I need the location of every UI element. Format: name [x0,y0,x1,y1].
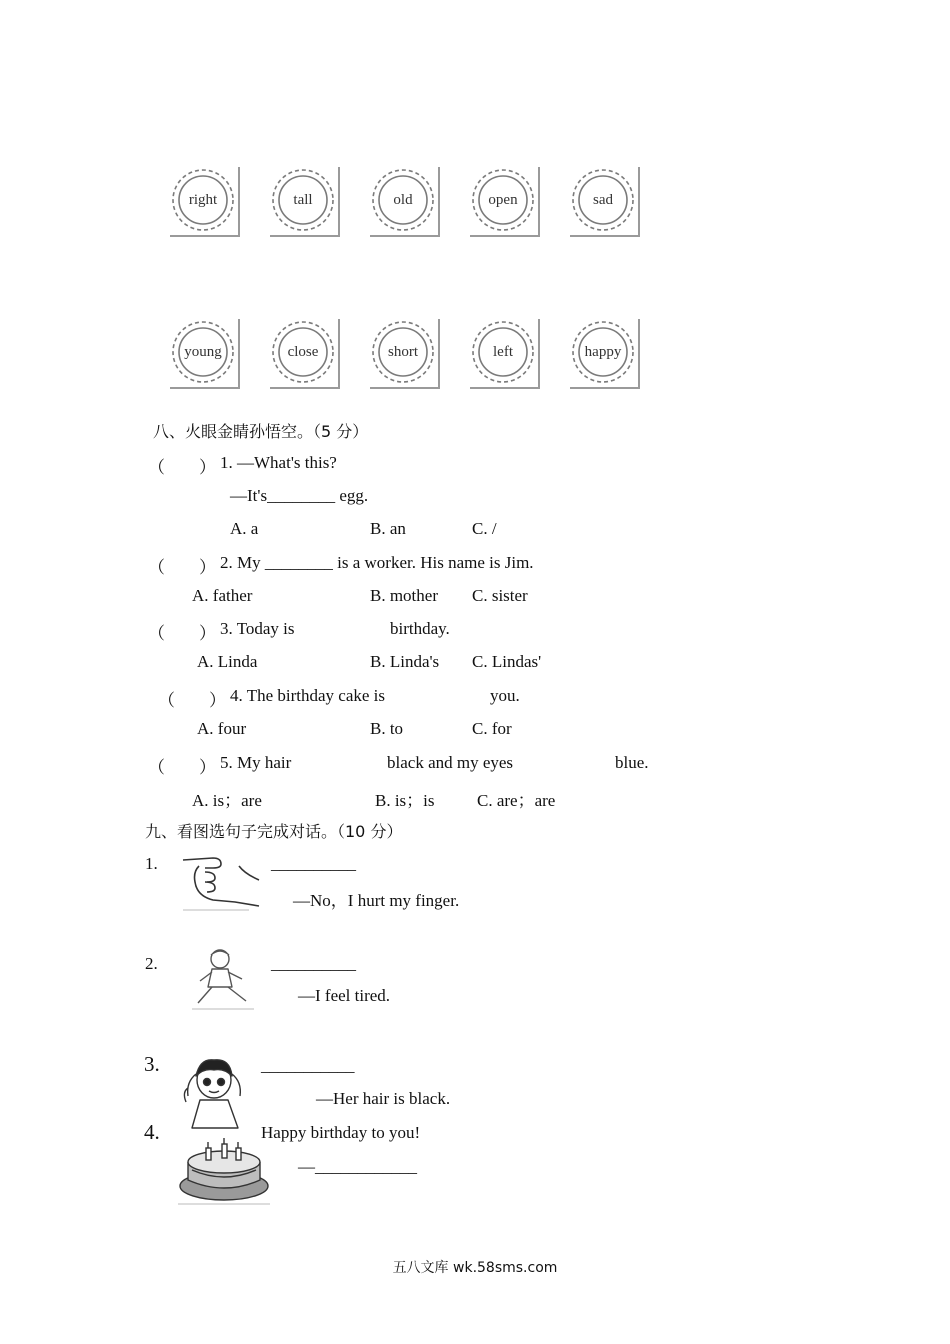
q3-option-c: C. Lindas' [472,652,542,671]
item2-number: 2. [145,954,158,973]
flower-word: old [393,192,413,208]
flower-word: sad [593,192,613,208]
answer-paren-q3[interactable]: （ ） [148,624,216,643]
q2-stem: 2. My ________ is a worker. His name is Jim. [220,553,534,572]
flower-card-old [370,167,440,237]
flower-word: short [388,344,418,360]
q3-tail: birthday. [390,619,450,638]
girl-picture [176,1052,256,1130]
item1-reply: —No，I hurt my finger. [293,891,460,910]
q1-option-a: A. a [230,519,259,538]
q4-option-b: B. to [370,719,404,738]
flower-card-tall [270,167,340,237]
flower-card-left [470,319,540,389]
flower-card-right [170,167,240,237]
flower-word: open [488,192,518,208]
flower-word: close [287,344,319,360]
q4-option-a: A. four [197,719,247,738]
q1-option-c: C. / [472,519,497,538]
item1-number: 1. [145,854,158,873]
answer-paren-q4[interactable]: （ ） [158,691,226,710]
birthday-cake-picture [176,1134,272,1206]
answer-paren-q1[interactable]: （ ） [148,458,216,477]
flower-card-close [270,319,340,389]
q1-line2: —It's________ egg. [230,486,369,505]
item4-line: Happy birthday to you! [261,1123,421,1142]
q1-stem: 1. —What's this? [220,453,337,472]
flower-card-open [470,167,540,237]
item1-blank[interactable]: __________ [271,854,356,873]
section9-title: 九、看图选句子完成对话。（10 分） [145,822,403,841]
flower-word: young [184,344,222,360]
q5-stem: 5. My hair [220,753,292,772]
item3-number: 3. [144,1052,160,1076]
item4-number: 4. [144,1120,160,1144]
q2-option-b: B. mother [370,586,438,605]
q3-stem: 3. Today is [220,619,295,638]
q5-tail: blue. [615,753,649,772]
q2-option-c: C. sister [472,586,528,605]
item2-blank[interactable]: __________ [271,954,356,973]
section8-title: 八、火眼金睛孙悟空。（5 分） [153,422,369,441]
q2-option-a: A. father [192,586,253,605]
flower-card-happy [570,319,640,389]
q5-option-a: A. is；are [192,791,262,810]
q1-option-b: B. an [370,519,406,538]
flower-card-sad [570,167,640,237]
flower-word: right [188,192,218,208]
q3-option-b: B. Linda's [370,652,440,671]
answer-paren-q2[interactable]: （ ） [148,558,216,577]
item3-reply: —Her hair is black. [316,1089,451,1108]
footer-watermark: 五八文库 wk.58sms.com [392,1260,558,1276]
q5-mid: black and my eyes [387,753,514,772]
q4-option-c: C. for [472,719,512,738]
answer-paren-q5[interactable]: （ ） [148,758,216,777]
item2-reply: —I feel tired. [298,986,391,1005]
pointing-hand-picture [179,852,263,912]
flower-word: left [493,344,513,360]
flower-card-short [370,319,440,389]
tired-child-picture [190,945,256,1011]
q5-option-c: C. are；are [477,791,556,810]
item3-blank[interactable]: ___________ [261,1056,355,1075]
q4-tail: you. [490,686,520,705]
flower-card-young [170,319,240,389]
item4-reply[interactable]: —____________ [298,1157,417,1176]
q5-option-b: B. is；is [375,791,435,810]
q3-option-a: A. Linda [197,652,258,671]
q4-stem: 4. The birthday cake is [230,686,386,705]
flower-word: happy [584,344,622,360]
flower-word: tall [293,192,313,208]
